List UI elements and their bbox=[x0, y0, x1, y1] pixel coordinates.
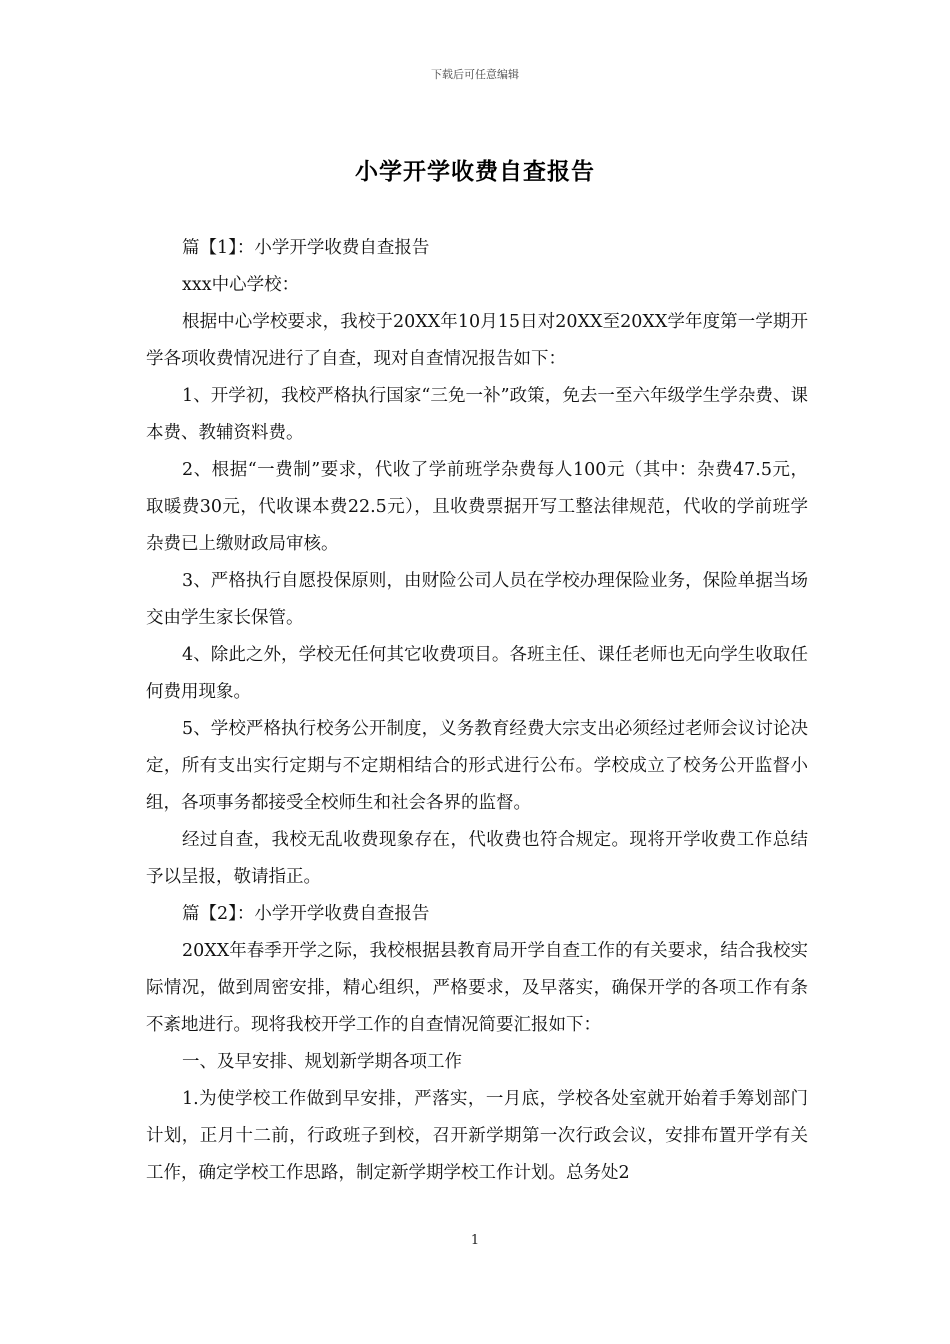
paragraph-intro: 根据中心学校要求，我校于20XX年10月15日对20XX至20XX学年度第一学期开学各项收费情况进行了自查，现对自查情况报告如下： bbox=[146, 312, 808, 369]
paragraph-item-4: 4、除此之外，学校无任何其它收费项目。各班主任、课任老师也无向学生收取任何费用现象。 bbox=[146, 645, 808, 702]
section-heading-1: 篇【1】：小学开学收费自查报告 bbox=[182, 238, 430, 258]
paragraph-planning-1: 1.为使学校工作做到早安排，严落实，一月底，学校各处室就开始着手筹划部门计划，正月十二前，行政班子到校，召开新学期第一次行政会议，安排布置开学有关工作，确定学校工作思路，制定新学期学校工作计划。总务处2 bbox=[146, 1089, 808, 1183]
salutation: xxx中心学校： bbox=[182, 275, 300, 295]
paragraph-item-2: 2、根据“一费制”要求，代收了学前班学杂费每人100元（其中：杂费47.5元，取暖费30元，代收课本费22.5元），且收费票据开写工整法律规范，代收的学前班学杂费已上缴财政局审核。 bbox=[146, 460, 808, 554]
subheading-early-planning: 一、及早安排、规划新学期各项工作 bbox=[182, 1052, 462, 1072]
paragraph-item-5: 5、学校严格执行校务公开制度，义务教育经费大宗支出必须经过老师会议讨论决定，所有支出实行定期与不定期相结合的形式进行公布。学校成立了校务公开监督小组，各项事务都接受全校师生和社会各界的监督。 bbox=[146, 719, 808, 813]
paragraph-spring-intro: 20XX年春季开学之际，我校根据县教育局开学自查工作的有关要求，结合我校实际情况，做到周密安排，精心组织，严格要求，及早落实，确保开学的各项工作有条不紊地进行。现将我校开学工作的自查情况简要汇报如下： bbox=[146, 941, 808, 1035]
document-body bbox=[146, 230, 808, 1192]
paragraph-item-3: 3、严格执行自愿投保原则，由财险公司人员在学校办理保险业务，保险单据当场交由学生家长保管。 bbox=[146, 571, 808, 628]
document-title: 小学开学收费自查报告 bbox=[355, 159, 595, 185]
page-number: 1 bbox=[470, 1233, 480, 1248]
paragraph-conclusion: 经过自查，我校无乱收费现象存在，代收费也符合规定。现将开学收费工作总结予以呈报，敬请指正。 bbox=[146, 830, 808, 887]
paragraph-item-1: 1、开学初，我校严格执行国家“三免一补”政策，免去一至六年级学生学杂费、课本费、教辅资料费。 bbox=[146, 386, 808, 443]
page-header-note: 下载后可任意编辑 bbox=[431, 68, 519, 81]
section-heading-2: 篇【2】：小学开学收费自查报告 bbox=[182, 904, 430, 924]
